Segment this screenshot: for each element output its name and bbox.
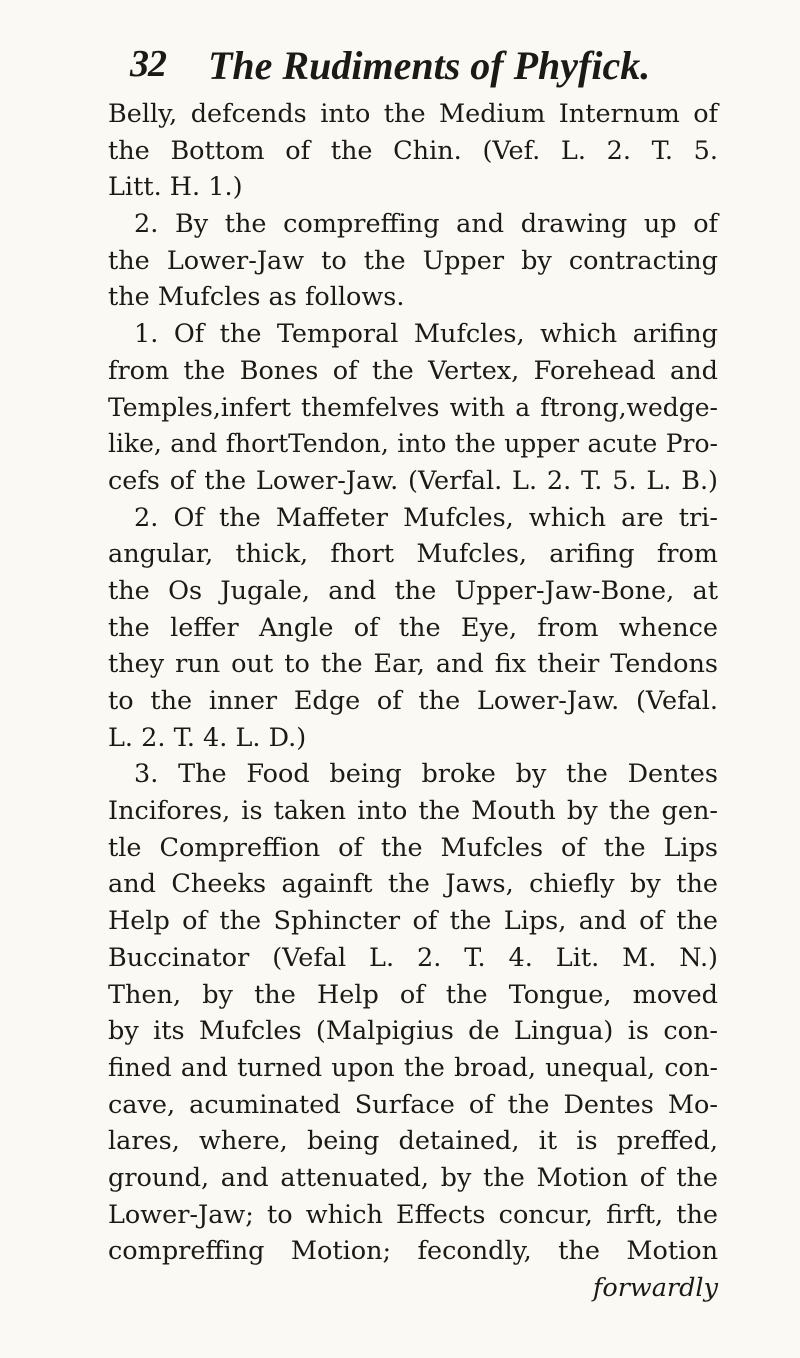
text-line: Temples,infert themfelves with a ftrong,wedge-	[108, 392, 718, 422]
page-number: 32	[130, 43, 166, 85]
text-line: the Os Jugale, and the Upper-Jaw-Bone, at	[108, 575, 718, 606]
text-line: the leffer Angle of the Eye, from whence	[108, 612, 718, 643]
text-line: 1. Of the Temporal Mufcles, which arifing	[134, 319, 718, 350]
text-line: the Bottom of the Chin. (Vef. L. 2. T. 5.	[108, 135, 718, 166]
text-line: the Lower-Jaw to the Upper by contracting	[108, 245, 718, 276]
text-line: 2. By the compreffing and drawing up of	[134, 209, 718, 240]
text-line: and Cheeks againft the Jaws, chiefly by the	[108, 869, 718, 900]
text-line: tle Compreffion of the Mufcles of the Lips	[108, 832, 718, 863]
text-line: fined and turned upon the broad, unequal, con-	[108, 1052, 718, 1082]
page-header	[130, 42, 730, 102]
text-line: by its Mufcles (Malpigius de Lingua) is con-	[108, 1016, 718, 1047]
text-line: Help of the Sphincter of the Lips, and of the	[108, 906, 718, 937]
text-line: 3. The Food being broke by the Dentes	[134, 759, 718, 790]
text-line: cave, acuminated Surface of the Dentes Mo-	[108, 1089, 718, 1120]
text-line: Belly, defcends into the Medium Internum of	[108, 99, 718, 129]
text-line: L. 2. T. 4. L. D.)	[108, 722, 307, 753]
text-line: 2. Of the Maffeter Mufcles, which are tri-	[134, 502, 718, 533]
text-line: they run out to the Ear, and fix their Tendons	[108, 649, 718, 680]
text-line: to the inner Edge of the Lower-Jaw. (Vefal.	[108, 686, 718, 716]
running-title: The Rudiments of Phyfick.	[208, 43, 651, 88]
text-line: Litt. H. 1.)	[108, 172, 243, 203]
text-line: ground, and attenuated, by the Motion of the	[108, 1162, 718, 1193]
text-line: compreffing Motion; fecondly, the Motion	[108, 1236, 718, 1267]
text-line: Lower-Jaw; to which Effects concur, firft, the	[108, 1199, 718, 1230]
text-line: from the Bones of the Vertex, Forehead and	[108, 355, 718, 386]
text-line: like, and fhortTendon, into the upper acute Pro-	[108, 429, 718, 459]
text-line: Incifores, is taken into the Mouth by the gen-	[108, 796, 718, 827]
text-line: Buccinator (Vefal L. 2. T. 4. Lit. M. N.)	[108, 942, 718, 973]
text-line: the Mufcles as follows.	[108, 282, 405, 313]
text-line: Then, by the Help of the Tongue, moved	[108, 979, 718, 1010]
catchword: forwardly	[592, 1273, 718, 1303]
text-line: cefs of the Lower-Jaw. (Verfal. L. 2. T. 5. L. B.)	[108, 465, 718, 496]
text-line: angular, thick, fhort Mufcles, arifing from	[108, 539, 718, 570]
text-line: lares, where, being detained, it is preffed,	[108, 1126, 718, 1157]
body-text	[108, 96, 718, 1307]
